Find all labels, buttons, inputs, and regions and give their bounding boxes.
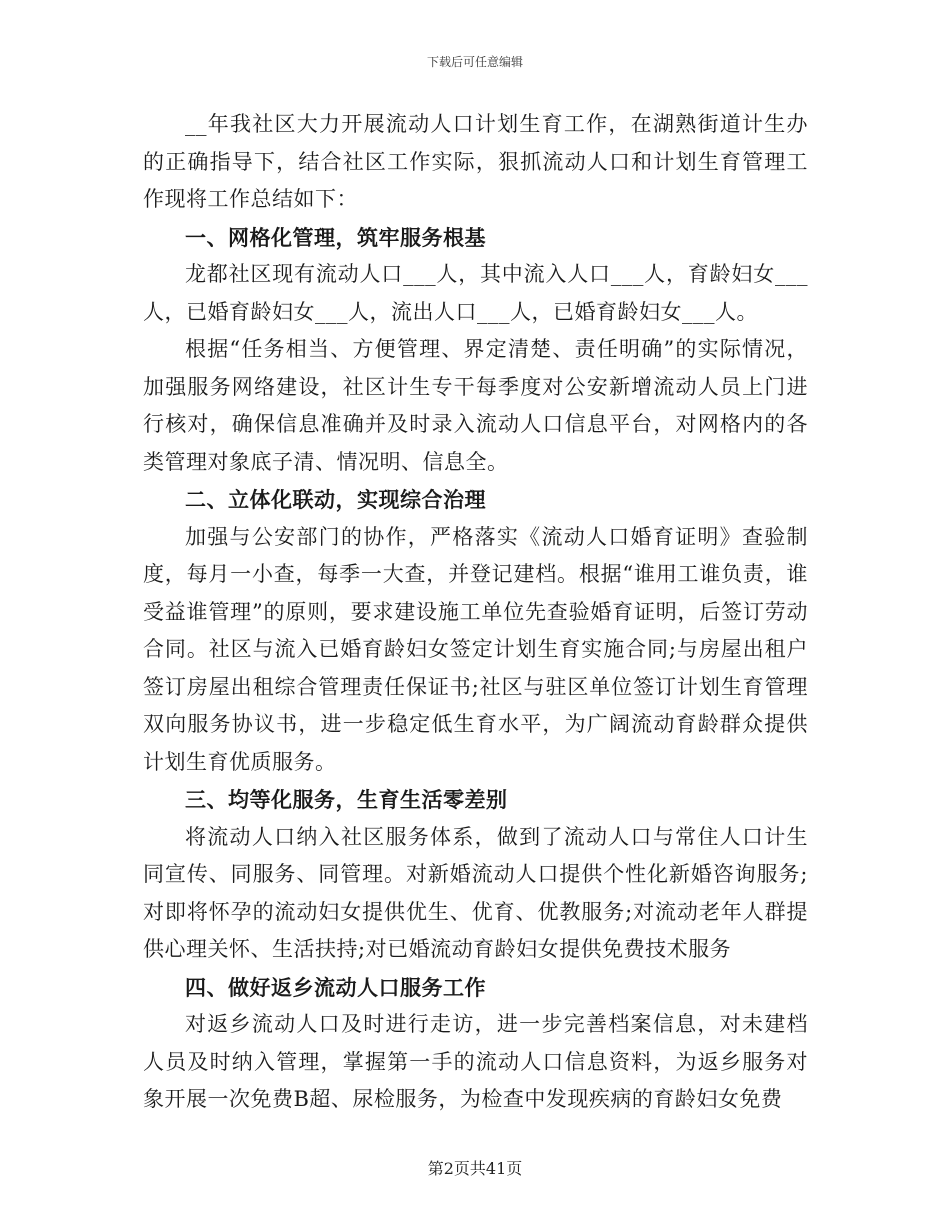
- section-3-paragraph: 将流动人口纳入社区服务体系，做到了流动人口与常住人口计生同宣传、同服务、同管理。对新婚流动人口提供个性化新婚咨询服务;对即将怀孕的流动妇女提供优生、优育、优教服务;对流动老年人群提供心理关怀、生活扶持;对已婚流动育龄妇女提供免费技术服务: [143, 824, 808, 961]
- section-heading-2: 二、立体化联动，实现综合治理: [185, 487, 486, 512]
- document-body: [143, 106, 808, 1119]
- section-heading-1: 一、网格化管理，筑牢服务根基: [185, 224, 486, 250]
- section-2-paragraph: 加强与公安部门的协作，严格落实《流动人口婚育证明》查验制度，每月一小查，每季一大查，并登记建档。根据“谁用工谁负责，谁受益谁管理”的原则，要求建设施工单位先查验婚育证明，后签订劳动合同。社区与流入已婚育龄妇女签定计划生育实施合同;与房屋出租户签订房屋出租综合管理责任保证书;社区与驻区单位签订计划生育管理双向服务协议书，进一步稳定低生育水平，为广阔流动育龄群众提供计划生育优质服务。: [143, 524, 808, 774]
- section-1-paragraph-1: 龙都社区现有流动人口___人，其中流入人口___人，育龄妇女___人，已婚育龄妇女___人，流出人口___人，已婚育龄妇女___人。: [143, 262, 808, 324]
- page-header: 下载后可任意编辑: [426, 55, 523, 69]
- page-number-footer: 第2页共41页: [427, 1159, 523, 1178]
- section-heading-4: 四、做好返乡流动人口服务工作: [185, 974, 486, 1000]
- intro-paragraph: __年我社区大力开展流动人口计划生育工作，在湖熟街道计生办的正确指导下，结合社区工作实际，狠抓流动人口和计划生育管理工作现将工作总结如下：: [143, 112, 808, 211]
- section-1-paragraph-2: 根据“任务相当、方便管理、界定清楚、责任明确”的实际情况，加强服务网络建设，社区计生专干每季度对公安新增流动人员上门进行核对，确保信息准确并及时录入流动人口信息平台，对网格内的各类管理对象底子清、情况明、信息全。: [143, 337, 808, 474]
- section-heading-3: 三、均等化服务，生育生活零差别: [185, 787, 508, 812]
- section-4-paragraph: 对返乡流动人口及时进行走访，进一步完善档案信息，对未建档人员及时纳入管理，掌握第一手的流动人口信息资料，为返乡服务对象开展一次免费B超、尿检服务，为检查中发现疾病的育龄妇女免费: [143, 1012, 808, 1111]
